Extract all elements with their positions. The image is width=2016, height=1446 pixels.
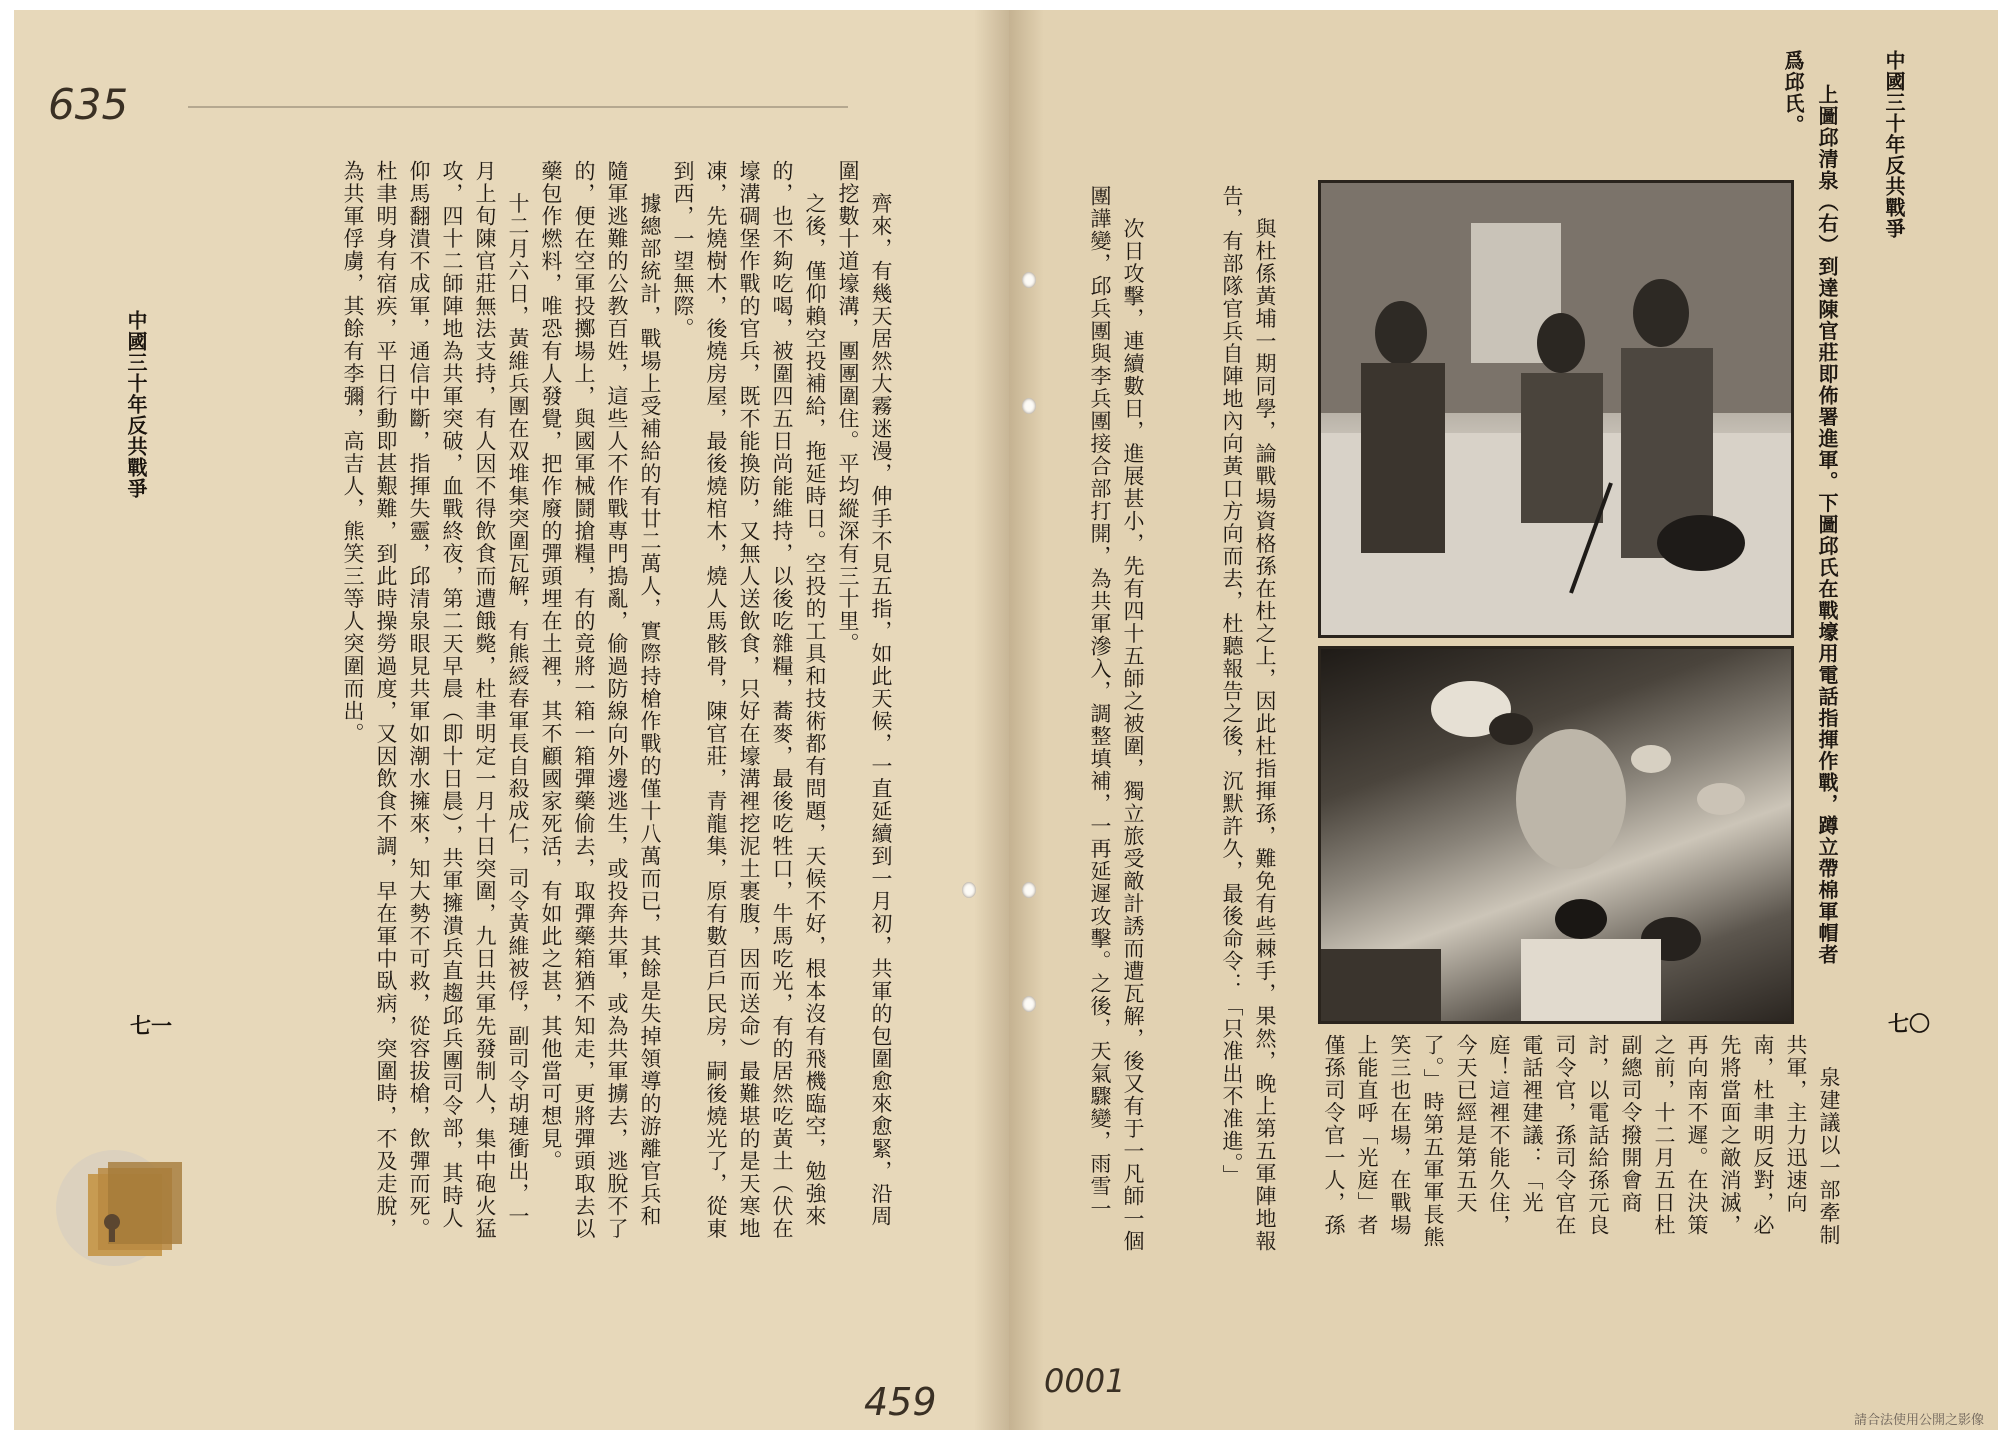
binding-hole [1022,398,1036,414]
photo-figures [1321,649,1791,1021]
right-page-body-text-under-photos [1318,1034,1878,1254]
archive-logo [54,1138,204,1268]
paragraph: 泉建議以一部牽制共軍，主力迅速向南，杜聿明反對，必先將當面之敵消滅，再向南不遲。在決策之前，十二月五日杜副總司令撥開會商討，以電話給孫元良司令官，孫司令官在電話裡建議：「光庭！這裡不能久住，今天已經是第五天了。」時第五軍軍長熊笑三也在場，在戰場上能直呼「光庭」者僅孫司令官一人，孫 [1322,1034,1841,1249]
paragraph: 齊來，有幾天居然大霧迷漫，伸手不見五指，如此天候，一直延續到一月初，共軍的包圍愈來愈緊，沿周圍挖數十道壕溝，團團圍住。平均縱深有三十里。 [836,160,893,1228]
usage-watermark: 請合法使用公開之影像 [1853,1413,1984,1428]
left-page-body-text [190,160,930,1240]
right-running-header: 中國三十年反共戰爭 [1882,50,1906,239]
right-page-number: 七〇 [1888,1011,1930,1036]
right-page-body-text-left [1184,185,1314,1265]
photo-caption: 上圖邱清泉（右）到達陳官莊即佈署進軍。下圖邱氏在戰壕用電話指揮作戰，蹲立帶棉軍帽者爲邱氏。 [1781,50,1839,966]
binding-hole [1022,882,1036,898]
scanned-document [14,10,1998,1430]
paragraph: 據總部統計，戰場上受補給的有廿二萬人，實際持槍作戰的僅十八萬而已，其餘是失掉領導的游離官兵和隨軍逃難的公教百姓，這些人不作戰專門搗亂，偷過防線向外邊逃生，或投奔共軍，或為共軍擄去，逃脫不了的，便在空軍投擲場上，與國軍械鬪搶糧，有的竟將一箱一箱彈藥偷去，取彈藥箱猶不知走，更將彈頭取去以藥包作燃料，唯恐有人發覺，把作廢的彈頭埋在土裡，其不顧國家死活，有如此之甚，其他當可想見。 [539,160,662,1240]
binding-shadow [974,10,1044,1430]
paragraph: 十二月六日，黃維兵團在双堆集突圍瓦解，有熊綬春軍長自殺成仁，司令黃維被俘，副司令胡璉衝出，一月上旬陳官莊無法支持，有人因不得飲食而遭餓斃，杜聿明定一月十日突圍，九日共軍先發制人，集中砲火猛攻，四十二師陣地為共軍突破，血戰終夜，第二天早晨（即十日晨），共軍擁潰兵直趨邱兵團司令部，其時人仰馬翻潰不成軍，通信中斷，指揮失靈，邱清泉眼見共軍如潮水擁來，知大勢不可救，從容拔槍，飲彈而死。杜聿明身有宿疾，平日行動即甚艱難，到此時操勞過度，又因飲食不調，早在軍中臥病，突圍時，不及走脫，為共軍俘虜，其餘有李彌，高吉人，熊笑三等人突圍而出。 [341,160,530,1240]
right-page-paragraph-two [1088,185,1182,1265]
binding-hole [1022,272,1036,288]
handwritten-sheet-number: 0001 [1044,1362,1126,1400]
binding-hole [1022,996,1036,1012]
left-page-number: 七一 [130,1013,172,1038]
paragraph: 次日攻擊，連續數日，進展甚小，先有四十五師之被圍，獨立旅受敵計誘而遭瓦解，後又有于一凡師一個團譁變，邱兵團與李兵團接合部打開，為共軍滲入，調整填補，一再延遲攻擊。之後，天氣驟變，雨雪一 [1088,185,1145,1253]
photo-qiu-qingquan-deploying [1318,180,1794,638]
paragraph: 之後，僅仰賴空投補給，拖延時日。空投的工具和技術都有問題，天候不好，根本沒有飛機臨空，勉強來的，也不夠吃喝，被圍四五日尚能維持，以後吃雜糧，蕎麥，最後吃牲口，牛馬吃光，有的居然吃黃土（伏在壕溝碉堡作戰的官兵，既不能換防，又無人送飲食，只好在壕溝裡挖泥土裹腹，因而送命）最難堪的是天寒地凍，先燒樹木，後燒房屋，最後燒棺木，燒人馬骸骨，陳官莊，青龍集，原有數百戶民房，嗣後燒光了，從東到西，一望無際。 [671,160,827,1240]
photo-figures [1321,183,1791,635]
handwritten-folio-number: 459 [864,1380,937,1424]
faded-stamp-mark [188,106,848,116]
binding-hole [962,882,976,898]
handwritten-page-number: 635 [48,80,129,129]
left-running-header: 中國三十年反共戰爭 [124,310,148,499]
paragraph: 與杜係黃埔一期同學，論戰場資格孫在杜之上，因此杜指揮孫，難免有些棘手，果然，晚上第五軍陣地報告，有部隊官兵自陣地內向黃口方向而去，杜聽報告之後，沉默許久，最後命令：「只准出不准進。」 [1220,185,1277,1253]
photo-qiu-in-trench-with-telephone [1318,646,1794,1024]
